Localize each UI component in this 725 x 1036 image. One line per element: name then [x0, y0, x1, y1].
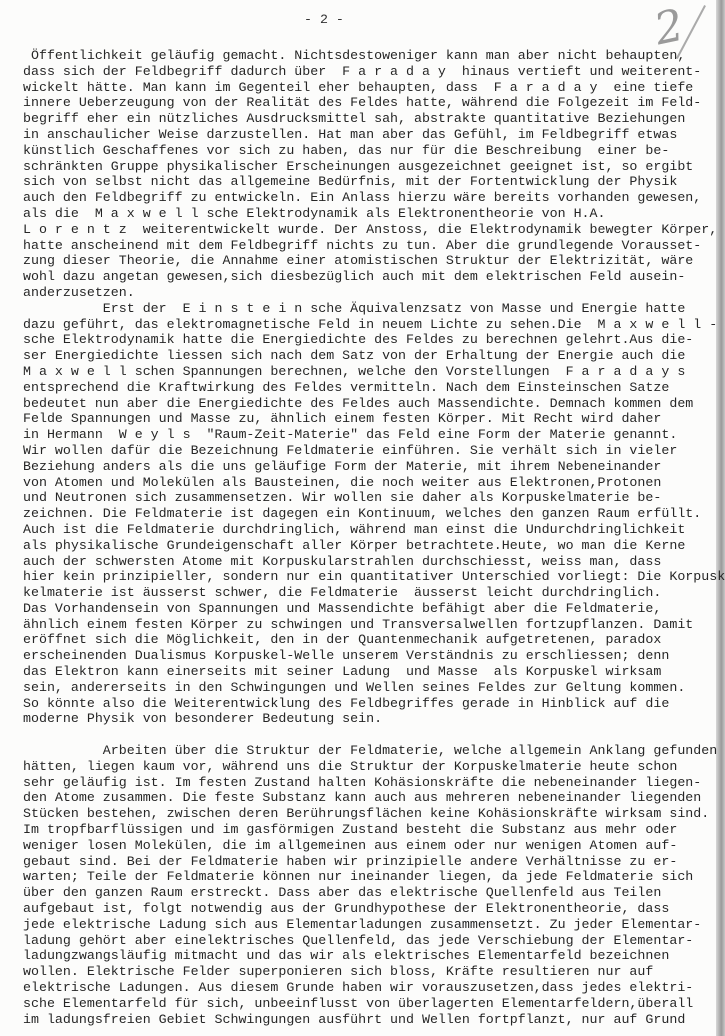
text-line: weniger losen Molekülen, die im allgemeinen aus einem oder nur wenigen Atomen auf-: [23, 837, 678, 853]
text-line: dass sich der Feldbegriff dadurch über F a r a d a y hinaus vertieft und weiterent-: [23, 63, 702, 79]
paragraph-1: [23, 48, 725, 727]
text-line: Das Vorhandensein von Spannungen und Massendichte befähigt aber die Feldmaterie,: [23, 600, 662, 616]
text-line: So könnte also die Weiterentwicklung des Feldbegriffes gerade in Hinblick auf die: [23, 695, 670, 711]
text-line: ähnlich einem festen Körper zu schwingen und Transversalwellen fortzupflanzen. Damit: [23, 616, 694, 632]
text-line: entsprechend die Kraftwirkung des Feldes vermitteln. Nach dem Einsteinschen Satze: [23, 379, 670, 395]
text-line: wohl dazu angetan gewesen,sich diesbezüglich auch mit dem elektrischen Feld ausein-: [23, 269, 686, 285]
text-line: Arbeiten über die Struktur der Feldmaterie, welche allgemein Anklang gefunden: [23, 743, 718, 758]
text-line: schränkten Gruppe physikalischer Erscheinungen ausgezeichnet geeignet ist, so ergibt: [23, 158, 694, 174]
text-line: ladungzwangsläufig mitmacht und das wir als elektrisches Elementarfeld bezeichnen: [23, 948, 670, 964]
text-line: erscheinenden Dualismus Korpuskel-Welle unserem Verständnis zu erschliessen; denn: [23, 648, 670, 664]
text-line: im ladungsfreien Gebiet Schwingungen ausführt und Wellen fortpflanzt, nur auf Grund: [23, 1011, 686, 1027]
text-line: sche Elektrodynamik hatte die Energiedichte des Feldes zu berechnen gelehrt.Aus die-: [23, 332, 694, 348]
handwritten-page-mark: 2: [650, 0, 688, 56]
text-line: über den ganzen Raum erstreckt. Dass aber das elektrische Quellenfeld aus Teilen: [23, 885, 662, 901]
text-line: Stücken bestehen, zwischen deren Berührungsflächen keine Kohäsionskräfte wirksam sind.: [23, 806, 710, 822]
text-line: eröffnet sich die Möglichkeit, den in der Quantenmechanik aufgetretenen, paradox: [23, 632, 662, 648]
text-line: Wir wollen dafür die Bezeichnung Feldmaterie einführen. Sie verhält sich in vieler: [23, 442, 678, 458]
text-line: wollen. Elektrische Felder superponieren sich bloss, Kräfte resultieren nur auf: [23, 964, 654, 980]
text-line: auch den Feldbegriff zu entwickeln. Ein Anlass hierzu wäre bereits vorhanden gewesen,: [23, 190, 702, 206]
text-line: ser Energiedichte liessen sich nach dem Satz von der Erhaltung der Energie auch die: [23, 348, 686, 364]
text-line: Auch ist die Feldmaterie durchdringlich, während man einst die Undurchdringlichkeit: [23, 521, 686, 537]
text-line: als die M a x w e l l sche Elektrodynamik als Elektronentheorie von H.A.: [23, 205, 606, 221]
text-line: Erst der E i n s t e i n sche Äquivalenzsatz von Masse und Energie hatte: [23, 300, 686, 316]
text-line: dazu geführt, das elektromagnetische Feld in neuem Lichte zu sehen.Die M a x w e l l -: [23, 316, 718, 332]
text-line: aufgebaut ist, folgt notwendig aus der Grundhypothese der Elektronentheorie, dass: [23, 900, 670, 916]
text-line: wickelt hätte. Man kann im Gegenteil eher behaupten, dass F a r a d a y eine tiefe: [23, 79, 694, 95]
text-line: M a x w e l l schen Spannungen berechnen, welche den Vorstellungen F a r a d a y s: [23, 363, 686, 379]
text-line: zeichnen. Die Feldmaterie ist dagegen ein Kontinuum, welches den ganzen Raum erfüllt.: [23, 506, 702, 522]
text-line: hier kein prinzipieller, sondern nur ein quantitativer Unterschied vorliegt: Die Korpusk: [23, 569, 725, 585]
text-line: innere Ueberzeugung von der Realität des Feldes hatte, während die Folgezeit im Feld-: [23, 95, 702, 111]
text-line: begriff eher ein nützliches Ausdrucksmittel sah, abstrakte quantitative Beziehungen: [23, 111, 686, 127]
page-number: - 2 -: [304, 12, 344, 27]
text-line: das Elektron kann einerseits mit seiner Ladung und Masse als Korpuskel wirksam: [23, 664, 662, 680]
text-line: hatte anscheinend mit dem Feldbegriff nichts zu tun. Aber die grundlegende Vorausset-: [23, 237, 702, 253]
text-line: bedeutet nun aber die Energiedichte des Feldes auch Massendichte. Demnach kommen dem: [23, 395, 694, 411]
text-line: elektrische Ladungen. Aus diesem Grunde haben wir vorauszusetzen,dass jedes elektri-: [23, 979, 694, 995]
text-line: jede elektrische Ladung sich aus Elementarladungen zusammensetzt. Zu jeder Elementar-: [23, 916, 702, 932]
text-line: den Atome zusammen. Die feste Substanz kann auch aus mehreren nebeneinander liegenden: [23, 790, 702, 806]
text-line: ladung gehört aber einelektrisches Quellenfeld, das jede Verschiebung der Elementar-: [23, 932, 694, 948]
text-line: in Hermann W e y l s "Raum-Zeit-Materie" das Feld eine Form der Materie genannt.: [23, 427, 678, 443]
text-line: sich von selbst nicht das allgemeine Bedürfnis, mit der Fortentwicklung der Physik: [23, 174, 678, 190]
text-line: moderne Physik von besonderer Bedeutung sein.: [23, 711, 383, 727]
text-line: auch der schwersten Atome mit Korpuskularstrahlen durchschiesst, weiss man, dass: [23, 553, 662, 569]
text-line: kelmaterie ist äusserst schwer, die Feldmaterie äusserst leicht durchdringlich.: [23, 585, 662, 601]
text-line: als physikalische Grundeigenschaft aller Körper betrachtete.Heute, wo man die Kerne: [23, 537, 686, 553]
text-line: zung dieser Theorie, die Annahme einer atomistischen Struktur der Elektrizität, wäre: [23, 253, 694, 269]
text-line: Beziehung anders als die uns geläufige Form der Materie, mit ihrem Nebeneinander: [23, 458, 662, 474]
text-line: hätten, liegen kaum vor, während uns die Struktur der Korpuskelmaterie heute schon: [23, 758, 678, 774]
text-line: von Atomen und Molekülen als Bausteinen, die noch weiter aus Elektronen,Protonen: [23, 474, 662, 490]
text-line: Öffentlichkeit geläufig gemacht. Nichtsdestoweniger kann man aber nicht behaupten,: [23, 48, 686, 63]
text-line: künstlich Geschaffenes vor sich zu haben, das nur für die Beschreibung einer be-: [23, 142, 670, 158]
text-line: L o r e n t z weiterentwickelt wurde. Der Anstoss, die Elektrodynamik bewegter Körper,: [23, 221, 718, 237]
text-line: und Neutronen sich zusammensetzen. Wir wollen sie daher als Korpuskelmaterie be-: [23, 490, 662, 506]
text-line: anderzusetzen.: [23, 284, 135, 300]
text-line: Felde Spannungen und Masse zu, ähnlich einem festen Körper. Mit Recht wird daher: [23, 411, 662, 427]
text-line: sche Elementarfeld für sich, unbeeinflusst von überlagerten Elementarfeldern,überall: [23, 995, 694, 1011]
text-line: warten; Teile der Feldmaterie können nur ineinander liegen, da jede Feldmaterie sich: [23, 869, 694, 885]
text-line: Im tropfbarflüssigen und im gasförmigen Zustand besteht die Substanz aus mehr oder: [23, 821, 678, 837]
text-line: sein, andererseits in den Schwingungen und Wellen seines Feldes zur Geltung kommen.: [23, 679, 686, 695]
text-line: in anschaulicher Weise darzustellen. Hat man aber das Gefühl, im Feldbegriff etwas: [23, 126, 678, 142]
paragraph-2: [23, 743, 717, 1027]
text-line: sehr geläufig ist. Im festen Zustand halten Kohäsionskräfte die nebeneinander liegen-: [23, 774, 702, 790]
text-line: gebaut sind. Bei der Feldmaterie haben wir prinzipielle andere Verhältnisse zu er-: [23, 853, 678, 869]
